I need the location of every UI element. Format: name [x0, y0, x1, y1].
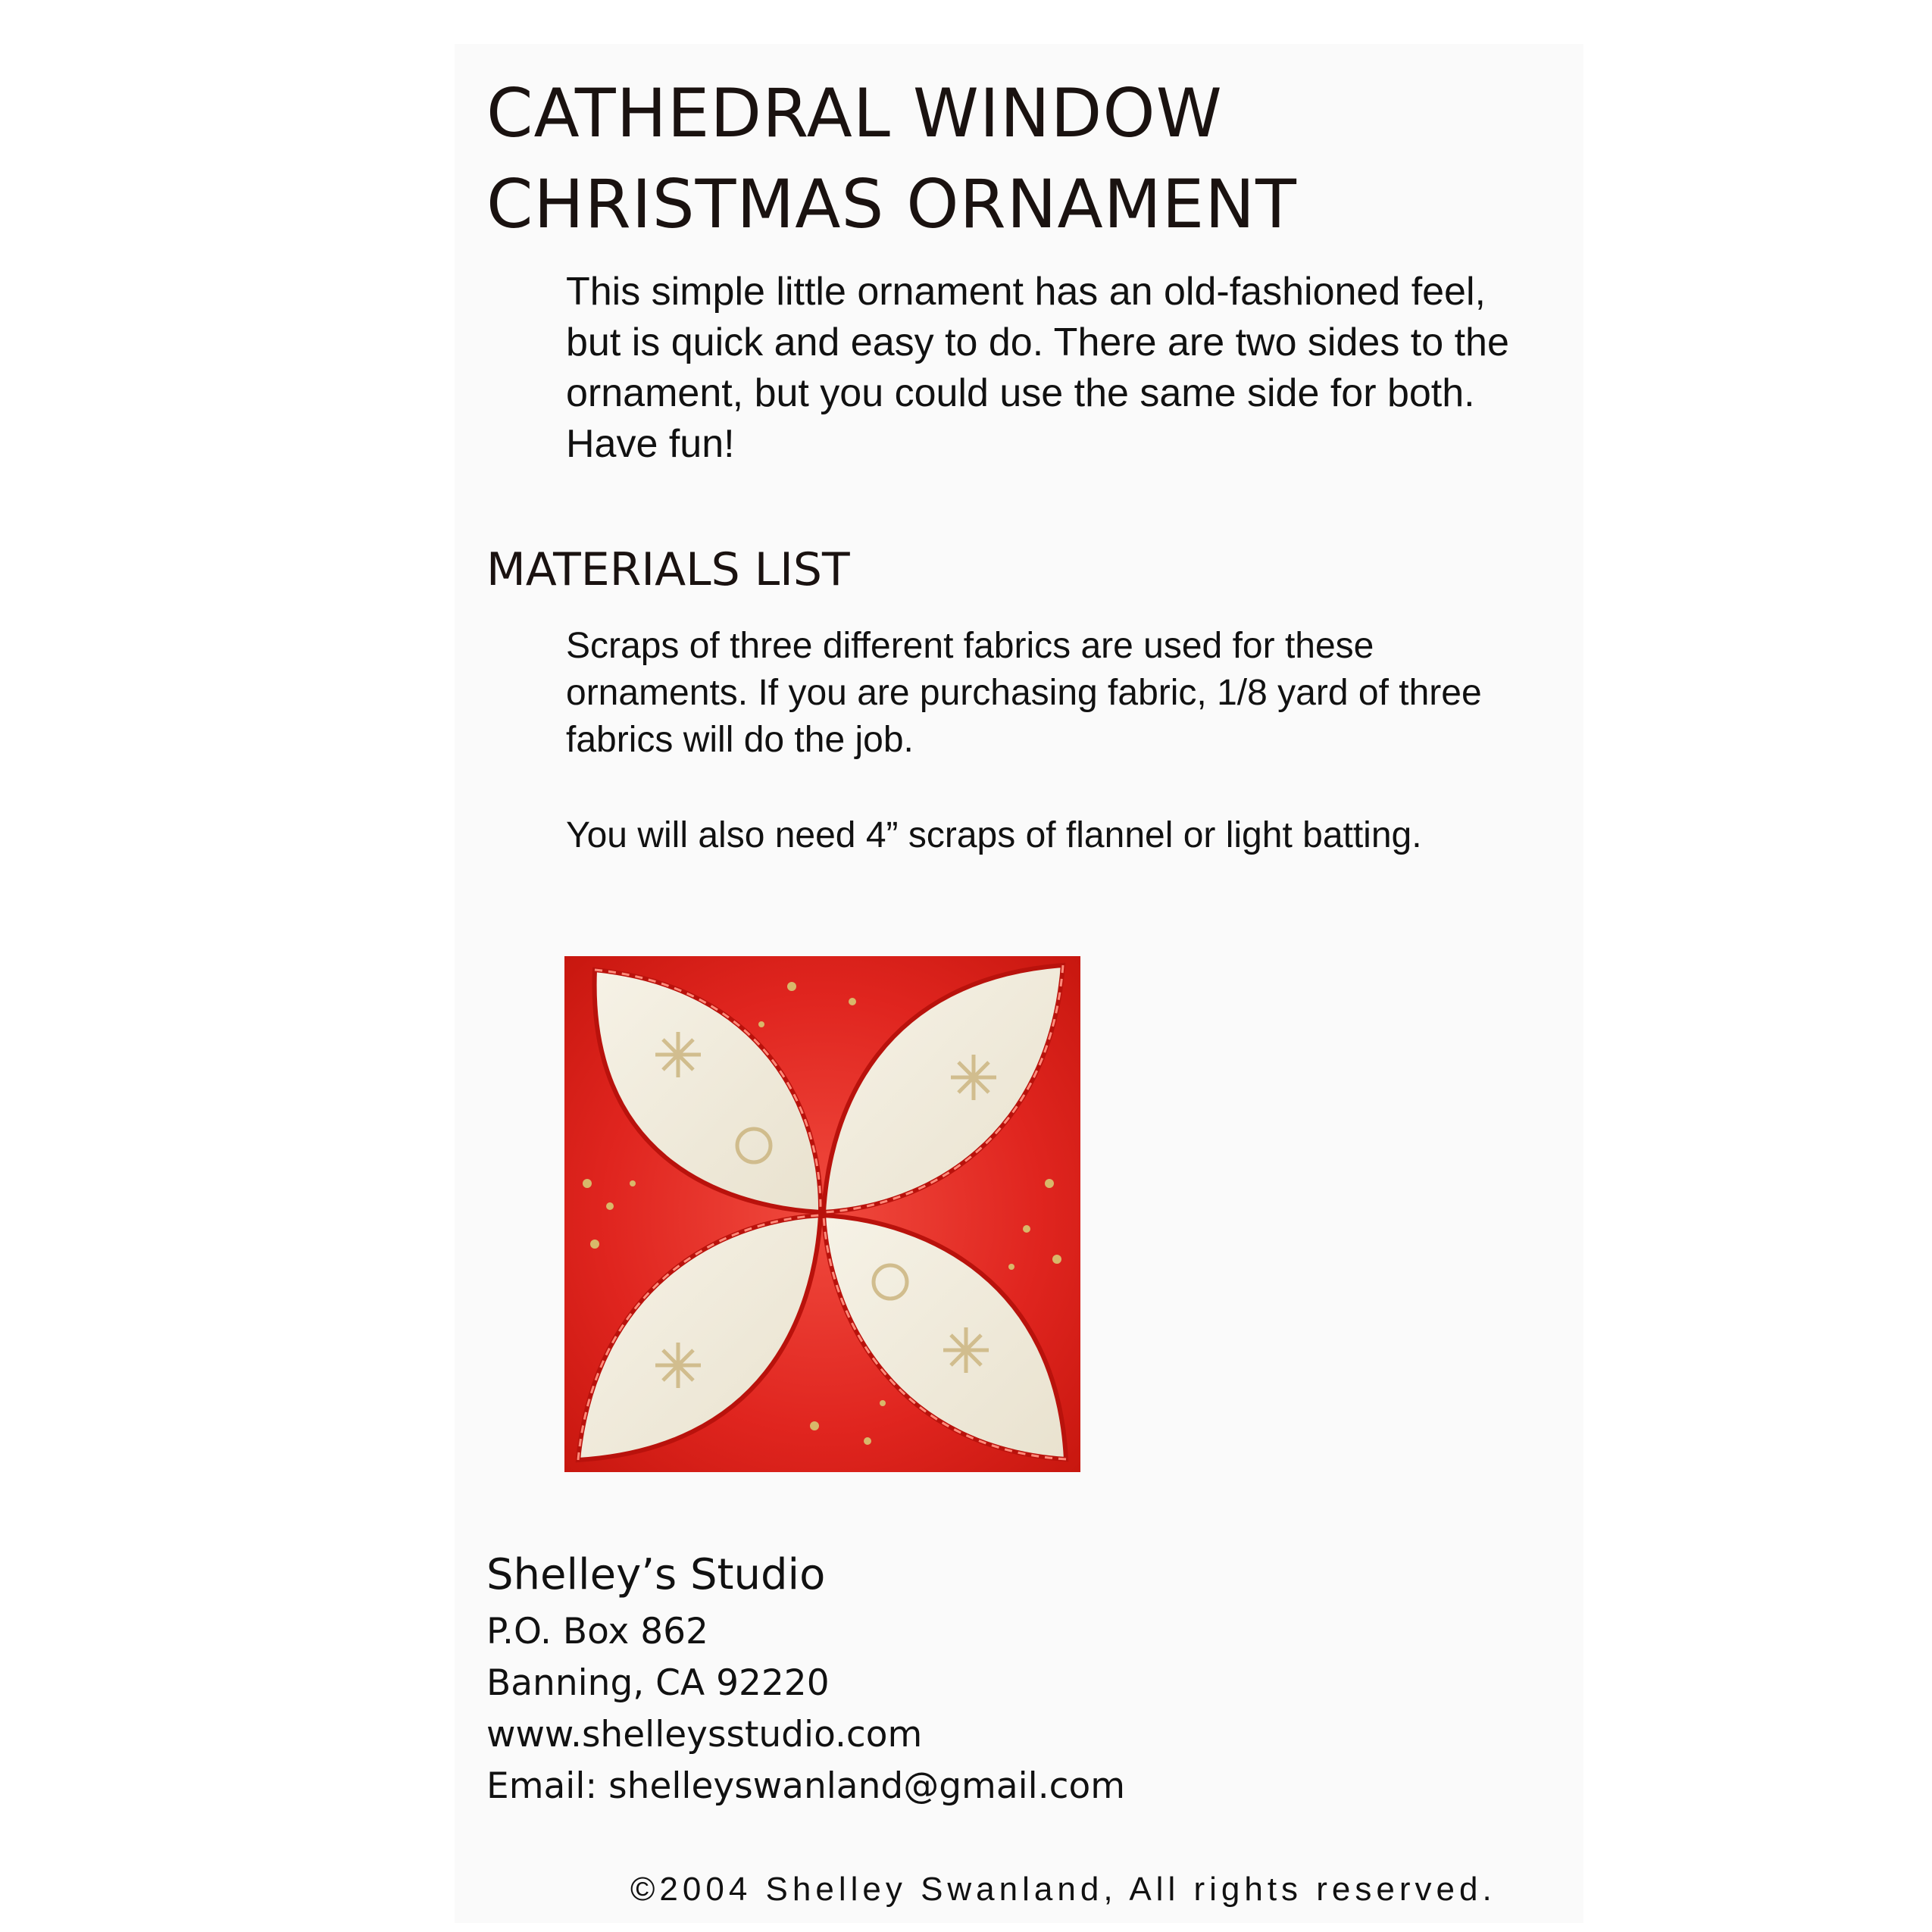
studio-name: Shelley’s Studio	[486, 1550, 826, 1599]
title-line-2: CHRISTMAS ORNAMENT	[486, 165, 1297, 243]
title-line-1: CATHEDRAL WINDOW	[486, 74, 1223, 152]
ornament-photo	[564, 956, 1080, 1472]
intro-paragraph: This simple little ornament has an old-fashioned feel, but is quick and easy to do. There are two sides to the ornament, but you could use the same side for both. Have fun!	[566, 270, 1509, 466]
page-title	[486, 68, 1297, 250]
city-state-zip: Banning, CA 92220	[486, 1662, 830, 1704]
ornament-illustration	[564, 956, 1080, 1472]
materials-heading: MATERIALS LIST	[486, 543, 850, 596]
studio-address	[486, 1606, 1125, 1812]
batting-note: You will also need 4” scraps of flannel or light batting.	[566, 815, 1422, 855]
po-box: P.O. Box 862	[486, 1611, 708, 1652]
copyright-notice: ©2004 Shelley Swanland, All rights reserved.	[630, 1871, 1496, 1908]
materials-paragraph: Scraps of three different fabrics are used for these ornaments. If you are purchasing fabric, 1/8 yard of three fabrics will do the job.	[566, 626, 1482, 760]
email-link[interactable]: Email: shelleyswanland@gmail.com	[486, 1765, 1126, 1807]
website-link[interactable]: www.shelleysstudio.com	[486, 1714, 923, 1755]
